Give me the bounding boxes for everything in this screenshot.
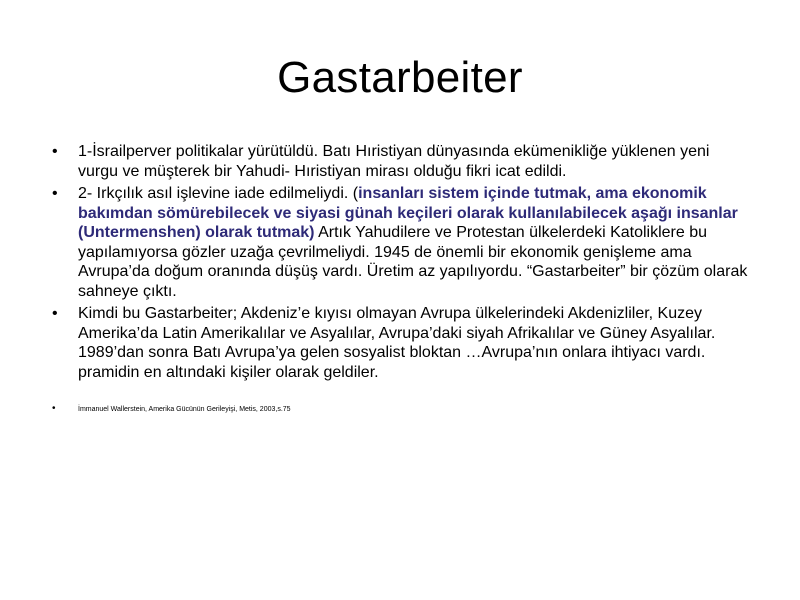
bullet-list: [50, 142, 750, 419]
bullet-item-3: [50, 304, 750, 382]
slide-title: Gastarbeiter: [277, 53, 523, 102]
bullet-dot-icon: •: [52, 143, 58, 160]
source-citation-item: [50, 404, 750, 416]
bullet-text-1: 1-İsrailperver politikalar yürütüldü. Batı Hıristiyan dünyasında ekümenikliğe yüklenen yeni vurgu ve müşterek bir Yahudi- Hıristiyan mirası olduğu fikri icat edildi.: [78, 143, 710, 180]
bullet-dot-icon: •: [52, 403, 56, 414]
bullet-dot-icon: •: [52, 305, 58, 322]
bullet-text-2-pre: 2- Irkçılık asıl işlevine iade edilmeliydi. (: [78, 185, 359, 202]
bullet-item-1: [50, 142, 750, 181]
bullet-text-2-post: Artık Yahudilere ve Protestan ülkelerdeki Katoliklere bu yapılamıyorsa gözler uzağa çevrilmeliydi. 1945 de önemli bir ekonomik genişleme ama Avrupa’da doğum oranında düşüş vardı. Üretim az yapılıyordu. “Gastarbeiter” bir çözüm olarak sahneye çıktı.: [78, 224, 748, 300]
bullet-item-2: [50, 184, 750, 301]
source-citation: İmmanuel Wallerstein, Amerika Gücünün Gerileyişi, Metis, 2003,s.75: [78, 406, 291, 413]
bullet-dot-icon: •: [52, 185, 58, 202]
bullet-text-3: Kimdi bu Gastarbeiter; Akdeniz’e kıyısı olmayan Avrupa ülkelerindeki Akdenizliler, Kuzey Amerika’da Latin Amerikalılar ve Asyalılar, Avrupa’daki siyah Afrikalılar ve Güney Asyalılar. 1989’dan sonra Batı Avrupa’ya gelen sosyalist bloktan …Avrupa’nın onlara ihtiyacı vardı. pramidin en altındaki kişiler olarak geldiler.: [78, 305, 716, 381]
bullet-text-2-emphasis: insanları sistem içinde tutmak, ama ekonomik bakımdan sömürebilecek ve siyasi günah keçileri olarak kullanılabilecek aşağı insanlar (Untermenshen) olarak tutmak): [78, 185, 738, 241]
